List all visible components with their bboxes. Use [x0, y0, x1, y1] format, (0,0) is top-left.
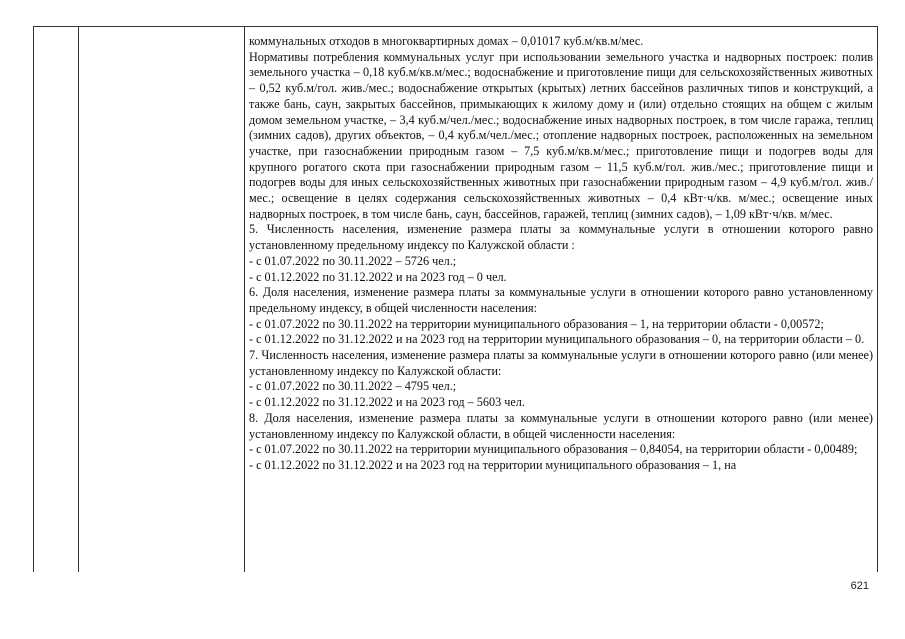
text-cell	[249, 34, 873, 474]
paragraph: - с 01.12.2022 по 31.12.2022 и на 2023 год – 0 чел.	[249, 269, 507, 284]
paragraph: коммунальных отходов в многоквартирных домах – 0,01017 куб.м/кв.м/мес.	[249, 34, 644, 48]
paragraph: - с 01.07.2022 по 30.11.2022 на территории муниципального образования – 1, на территории области - 0,00572;	[249, 316, 824, 331]
page-number: 621	[850, 580, 869, 592]
paragraph: - с 01.12.2022 по 31.12.2022 и на 2023 год на территории муниципального образования – 1, на	[249, 457, 737, 472]
paragraph: - с 01.07.2022 по 30.11.2022 – 4795 чел.;	[249, 379, 457, 394]
paragraph: - с 01.12.2022 по 31.12.2022 и на 2023 год на территории муниципального образования – 0, на территории области – 0.	[249, 332, 865, 347]
table	[33, 26, 878, 572]
column-divider-2	[244, 27, 245, 572]
paragraph: - с 01.07.2022 по 30.11.2022 – 5726 чел.;	[249, 253, 457, 268]
paragraph: 6. Доля населения, изменение размера платы за коммунальные услуги в отношении которого равно установленному предельному индексу, в общей численности населения:	[249, 285, 873, 315]
paragraph: 8. Доля населения, изменение размера платы за коммунальные услуги в отношении которого равно (или менее) установленному индексу по Калужской области, в общей численности населения:	[249, 410, 873, 441]
paragraph: 7. Численность населения, изменение размера платы за коммунальные услуги в отношении которого равно (или менее) установленному индексу по Калужской области:	[249, 348, 873, 378]
paragraph: 5. Численность населения, изменение размера платы за коммунальные услуги в отношении которого равно установленному предельному индексу по Калужской области :	[249, 222, 873, 253]
paragraph: - с 01.12.2022 по 31.12.2022 и на 2023 год – 5603 чел.	[249, 395, 525, 410]
paragraph: Нормативы потребления коммунальных услуг при использовании земельного участка и надворных построек: полив земельного участка – 0,18 куб.м/кв.м/мес.; водоснабжение и приготовление пищи для сельскохозяйственных животных – 0,52 куб.м/гол. жив./мес.; водоснабжение открытых (крытых) летних бассейнов различных типов и конструкций, а также бань, саун, закрытых бассейнов, примыкающих к жилому дому и (или) отдельно стоящих на общем с жилым домом земельном участке, – 3,4 куб.м/чел./мес.; водоснабжение иных надворных построек, в том числе гаража, теплиц (зимних садов), других объектов, – 0,4 куб.м/чел./мес.; отопление надворных построек, расположенных на земельном участке, при газоснабжении природным газом – 7,5 куб.м/кв.м/мес.; приготовление пищи и подогрев воды для крупного рогатого скота при газоснабжении природным газом – 11,5 куб.м/гол. жив./мес.; приготовление пищи и подогрев воды для иных сельскохозяйственных животных при газоснабжении природным газом – 4,9 куб.м/гол. жив./мес.; освещение в целях содержания сельскохозяйственных животных – 0,4 кВт·ч/кв. м/мес.; освещение иных надворных построек, в том числе бань, саун, бассейнов, гаражей, теплиц (зимних садов), – 1,09 кВт·ч/кв. м/мес.	[249, 49, 873, 221]
paragraph: - с 01.07.2022 по 30.11.2022 на территории муниципального образования – 0,84054, на территории области - 0,00489;	[249, 442, 858, 457]
column-divider-1	[78, 27, 79, 572]
